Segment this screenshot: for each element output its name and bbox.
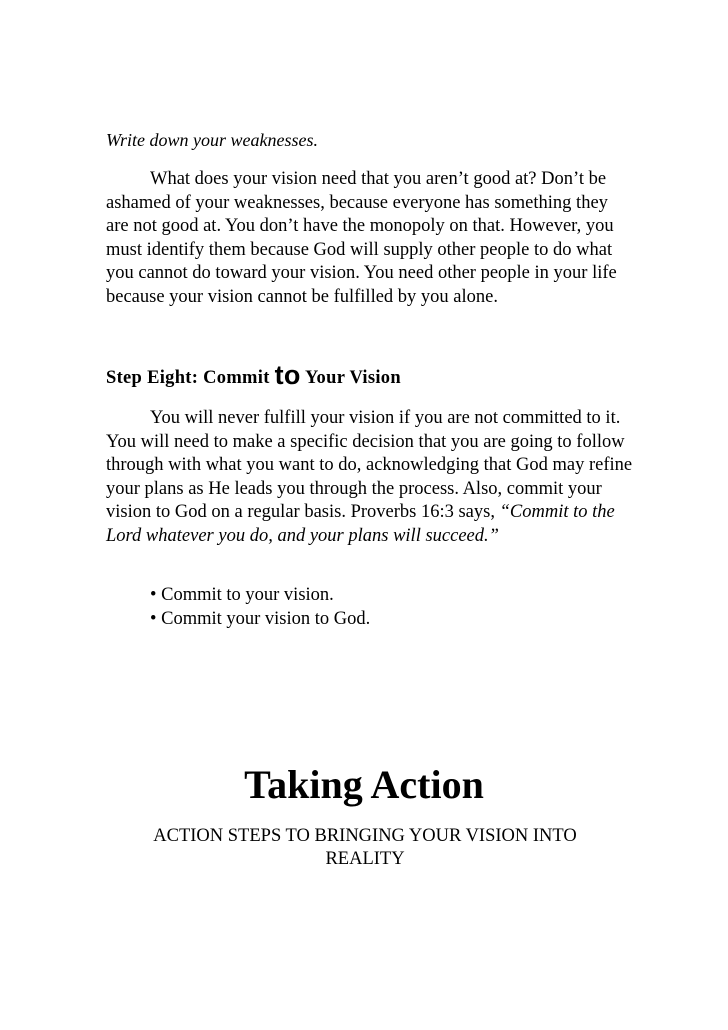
commit-paragraph <box>106 407 634 548</box>
bullet-item: • Commit your vision to God. <box>150 608 371 629</box>
step-eight-heading-part2: Your Vision <box>300 368 401 388</box>
commit-paragraph-text: You will never fulfill your vision if you are not committed to it. You will need to make a specific decision that you are going to follow through with what you want to do, acknowledging that God may refine your plans as He leads you through the process. Also, commit your vision to God on a regular basis. Proverbs 16:3 says, <box>106 408 633 522</box>
weaknesses-paragraph: What does your vision need that you aren’t good at? Don’t be ashamed of your weaknesses, because everyone has something they are not good at. You don’t have the monopoly on that. However, you must identify them because God will supply other people to do what you cannot do toward your vision. You need other people in your life because your vision cannot be fulfilled by you alone. <box>106 169 617 307</box>
weaknesses-heading: Write down your weaknesses. <box>106 130 318 150</box>
step-eight-heading <box>106 360 401 393</box>
step-eight-heading-to: to <box>274 360 301 390</box>
bullet-item: • Commit to your vision. <box>150 585 334 605</box>
proverbs-quote: “Commit to the Lord whatever you do, and your plans will succeed.” <box>106 502 615 546</box>
taking-action-title: Taking Action <box>244 762 484 807</box>
commit-bullet-list <box>150 584 370 631</box>
taking-action-subtitle: ACTION STEPS TO BRINGING YOUR VISION INTO REALITY <box>153 826 577 869</box>
step-eight-heading-part1: Step Eight: Commit <box>106 368 275 388</box>
